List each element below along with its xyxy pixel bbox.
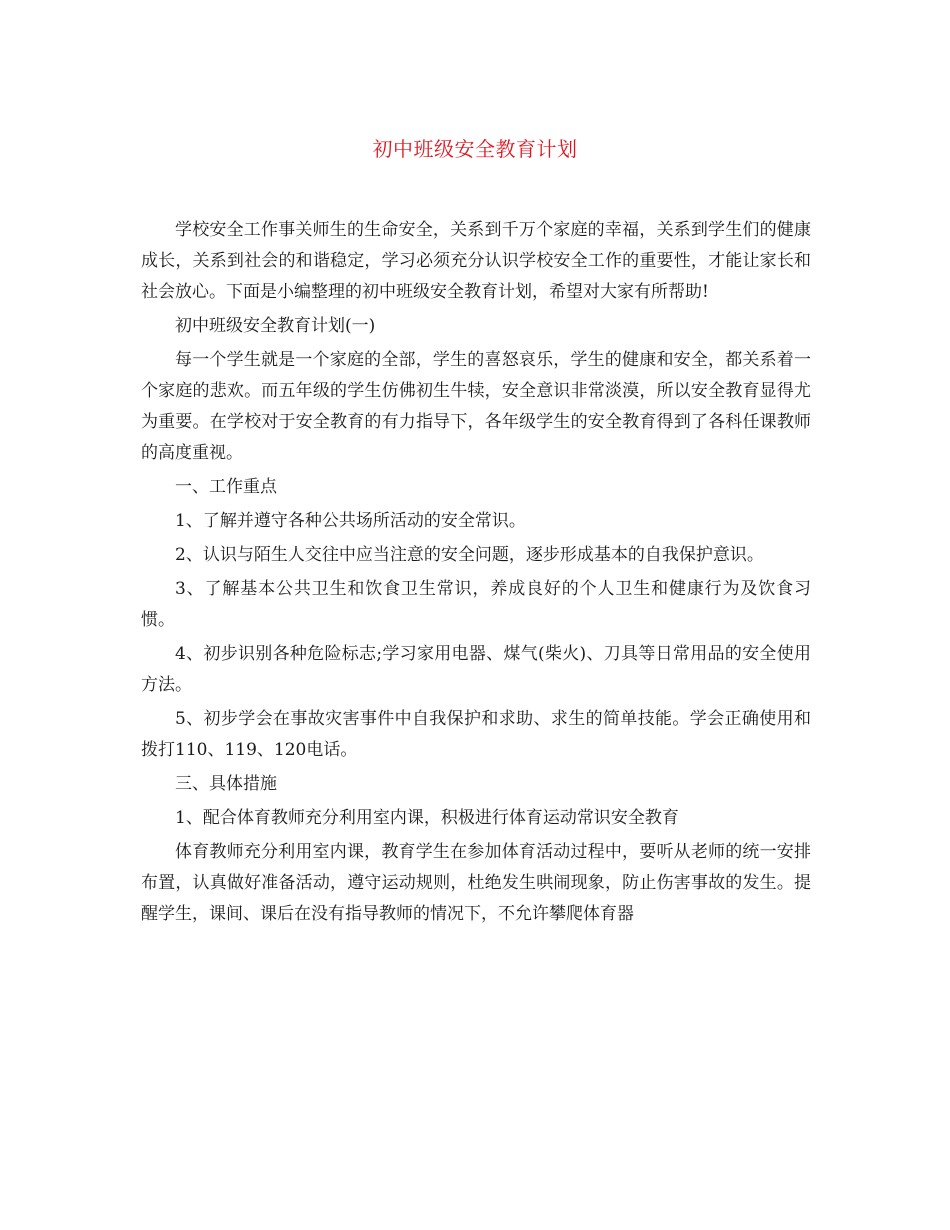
list-item-3: 3、了解基本公共卫生和饮食卫生常识，养成良好的个人卫生和健康行为及饮食习惯。 [141,579,811,630]
document-title: 初中班级安全教育计划 [372,137,578,161]
list-item-5: 5、初步学会在事故灾害事件中自我保护和求助、求生的简单技能。学会正确使用和拨打110、119、120电话。 [141,709,811,760]
paragraph-pe-safety: 体育教师充分利用室内课，教育学生在参加体育活动过程中，要听从老师的统一安排布置，认真做好准备活动，遵守运动规则，杜绝发生哄闹现象，防止伤害事故的发生。提醒学生，课间、课后在没有指导教师的情况下，不允许攀爬体育器 [141,842,811,924]
section-heading-plan-one: 初中班级安全教育计划(一) [175,316,376,336]
list-item-2: 2、认识与陌生人交往中应当注意的安全问题，逐步形成基本的自我保护意识。 [175,545,764,565]
list-item-1: 1、了解并遵守各种公共场所活动的安全常识。 [175,511,526,531]
paragraph-intro: 学校安全工作事关师生的生命安全，关系到千万个家庭的幸福，关系到学生们的健康成长，关系到社会的和谐稳定，学习必须充分认识学校安全工作的重要性，才能让家长和社会放心。下面是小编整理的初中班级安全教育计划，希望对大家有所帮助! [141,220,811,302]
section-heading-measures: 三、具体措施 [175,774,277,794]
paragraph-background: 每一个学生就是一个家庭的全部，学生的喜怒哀乐，学生的健康和安全，都关系着一个家庭的悲欢。而五年级的学生仿佛初生牛犊，安全意识非常淡漠，所以安全教育显得尤为重要。在学校对于安全教育的有力指导下，各年级学生的安全教育得到了各科任课教师的高度重视。 [141,350,811,463]
section-heading-work-focus: 一、工作重点 [175,477,277,497]
document-body [141,215,811,933]
measure-item-1: 1、配合体育教师充分利用室内课，积极进行体育运动常识安全教育 [175,808,679,828]
list-item-4: 4、初步识别各种危险标志;学习家用电器、煤气(柴火)、刀具等日常用品的安全使用方法。 [141,644,811,695]
